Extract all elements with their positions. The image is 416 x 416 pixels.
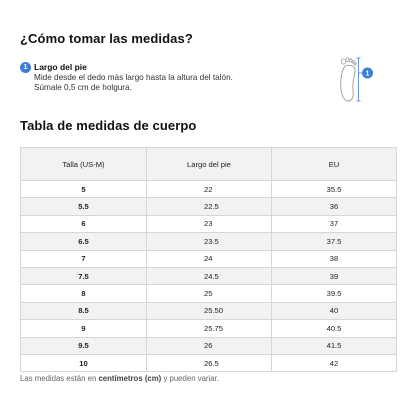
- cell-size-us: 9.5: [21, 337, 147, 354]
- cell-eu: 37.5: [272, 233, 397, 250]
- step-description: Mide desde el dedo más largo hasta la altura del talón. Súmale 0,5 cm de holgura.: [34, 73, 233, 92]
- cell-foot-length: 25.75: [147, 320, 272, 337]
- cell-size-us: 5.5: [21, 198, 147, 215]
- cell-size-us: 8.5: [21, 302, 147, 319]
- illustration-marker-number: 1: [365, 70, 370, 78]
- table-row: [21, 285, 397, 302]
- cell-eu: 42: [272, 354, 397, 371]
- table-row: [21, 198, 397, 215]
- cell-eu: 38: [272, 250, 397, 267]
- cell-foot-length: 22: [147, 181, 272, 198]
- table-row: [21, 337, 397, 354]
- footnote-unit: centímetros (cm): [98, 374, 162, 383]
- column-header-size-us: Talla (US-M): [21, 148, 147, 181]
- footnote-text-end: y pueden variar.: [161, 374, 219, 383]
- cell-size-us: 10: [21, 354, 147, 371]
- cell-eu: 37: [272, 215, 397, 232]
- cell-size-us: 6: [21, 215, 147, 232]
- table-row: [21, 320, 397, 337]
- table-row: [21, 354, 397, 371]
- column-header-eu: EU: [272, 148, 397, 181]
- cell-foot-length: 25.50: [147, 302, 272, 319]
- cell-foot-length: 23.5: [147, 233, 272, 250]
- table-row: [21, 302, 397, 319]
- cell-foot-length: 23: [147, 215, 272, 232]
- table-row: [21, 181, 397, 198]
- cell-eu: 40.5: [272, 320, 397, 337]
- table-row: [21, 250, 397, 267]
- table-row: [21, 233, 397, 250]
- cell-eu: 41.5: [272, 337, 397, 354]
- cell-size-us: 9: [21, 320, 147, 337]
- column-header-foot-length: Largo del pie: [147, 148, 272, 181]
- table-row: [21, 215, 397, 232]
- cell-eu: 40: [272, 302, 397, 319]
- cell-foot-length: 24: [147, 250, 272, 267]
- size-chart-table: [20, 147, 397, 372]
- foot-outline-icon: [328, 52, 376, 104]
- footnote: [20, 374, 219, 383]
- cell-eu: 36: [272, 198, 397, 215]
- cell-eu: 39.5: [272, 285, 397, 302]
- cell-foot-length: 26.5: [147, 354, 272, 371]
- cell-foot-length: 25: [147, 285, 272, 302]
- table-row: [21, 267, 397, 284]
- cell-eu: 35.5: [272, 181, 397, 198]
- step-title: Largo del pie: [34, 62, 87, 72]
- cell-size-us: 7.5: [21, 267, 147, 284]
- cell-size-us: 8: [21, 285, 147, 302]
- step-number-badge: 1: [20, 62, 31, 73]
- cell-size-us: 5: [21, 181, 147, 198]
- table-header-row: [21, 148, 397, 181]
- cell-foot-length: 22.5: [147, 198, 272, 215]
- cell-size-us: 6.5: [21, 233, 147, 250]
- table-title: Tabla de medidas de cuerpo: [20, 118, 197, 133]
- cell-size-us: 7: [21, 250, 147, 267]
- cell-foot-length: 24.5: [147, 267, 272, 284]
- cell-eu: 39: [272, 267, 397, 284]
- footnote-text: Las medidas están en: [20, 374, 99, 383]
- page-title: ¿Cómo tomar las medidas?: [20, 31, 193, 46]
- table-body: [21, 181, 397, 372]
- cell-foot-length: 26: [147, 337, 272, 354]
